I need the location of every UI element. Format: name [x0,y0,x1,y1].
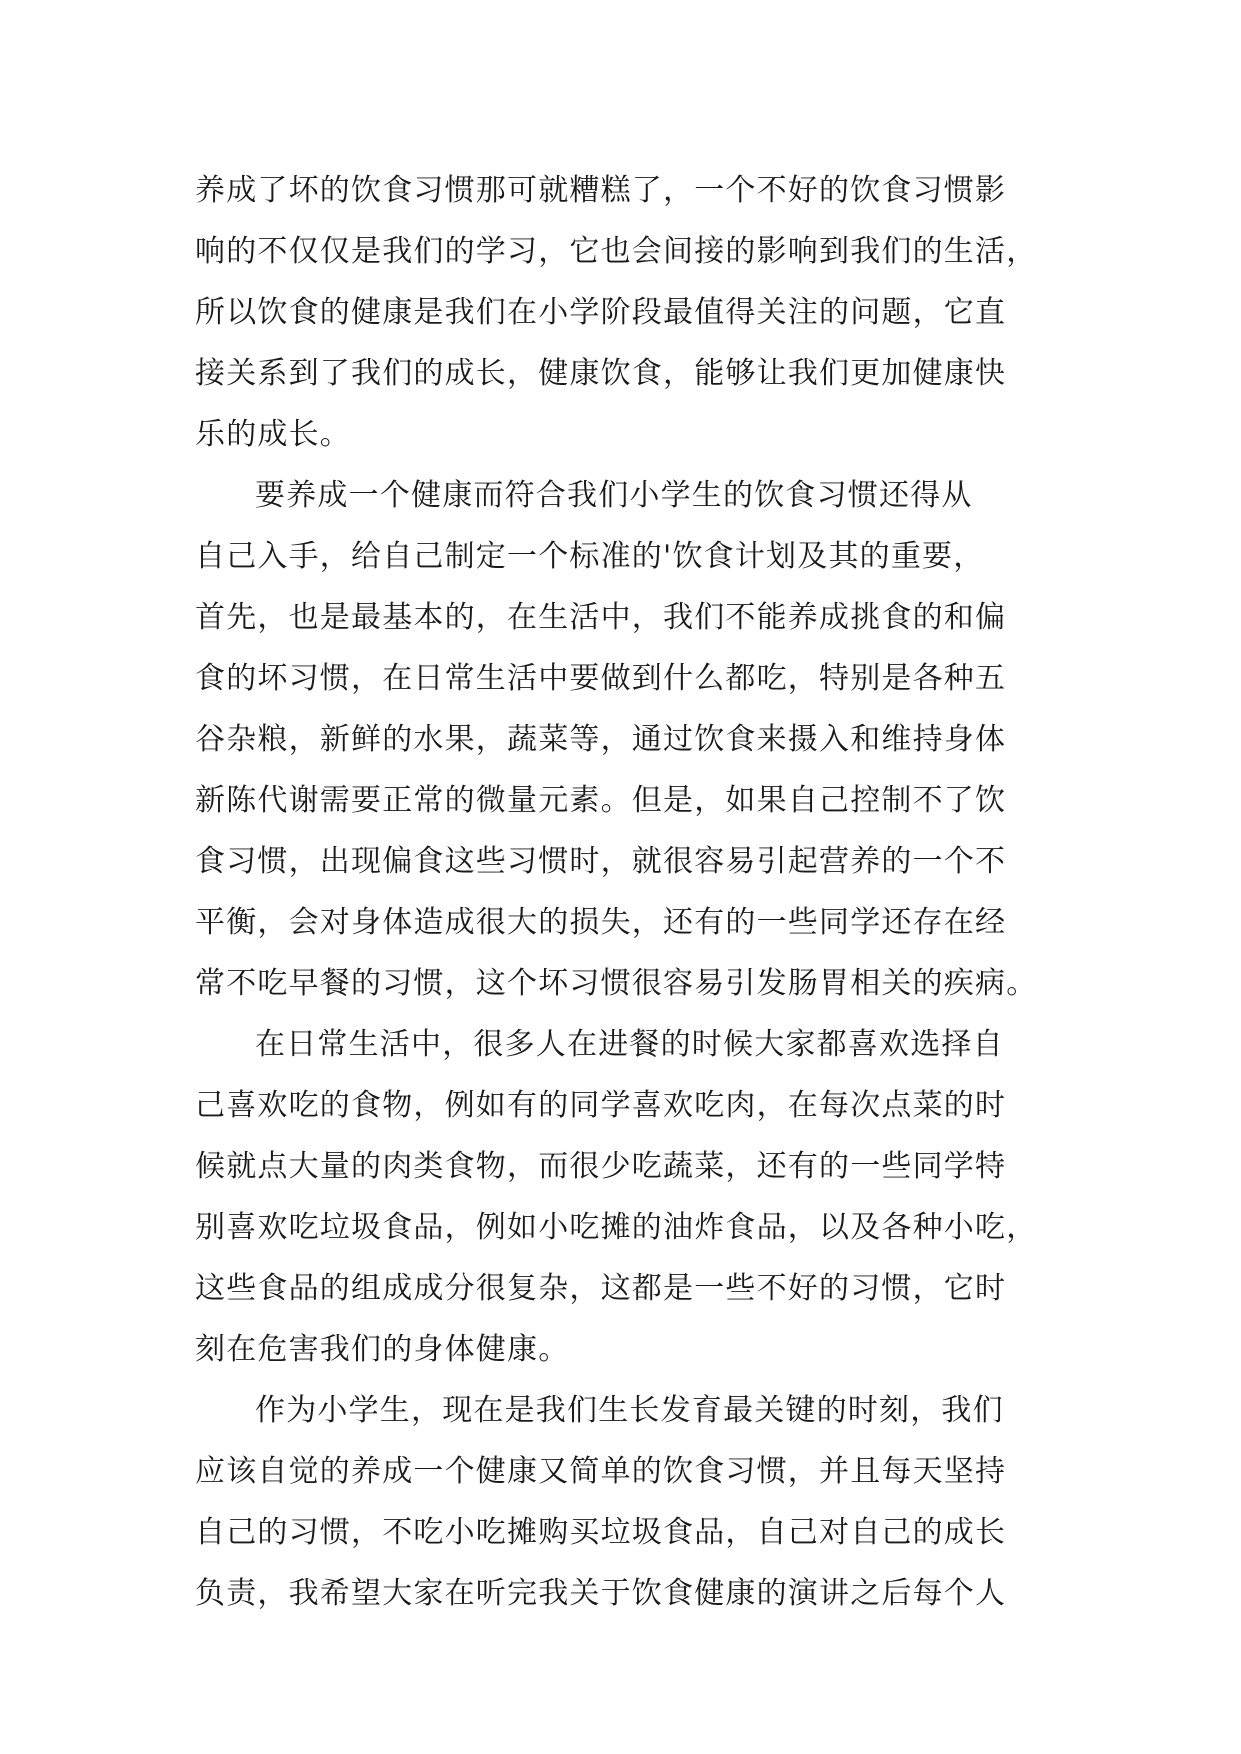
text-line: 食习惯，出现偏食这些习惯时，就很容易引起营养的一个不 [195,844,1007,879]
text-line: 刻在危害我们的身体健康。 [195,1332,570,1367]
text-line: 应该自觉的养成一个健康又简单的饮食习惯，并且每天坚持 [195,1454,1007,1489]
text-line: 所以饮食的健康是我们在小学阶段最值得关注的问题，它直 [195,295,1007,330]
text-line: 食的坏习惯，在日常生活中要做到什么都吃，特别是各种五 [195,661,1007,696]
paragraph [195,1380,1095,1624]
text-line: 谷杂粮，新鲜的水果，蔬菜等，通过饮食来摄入和维持身体 [195,722,1007,757]
paragraph [195,465,1095,1014]
text-line: 自己入手，给自己制定一个标准的'饮食计划及其的重要， [195,539,985,574]
text-line: 新陈代谢需要正常的微量元素。但是，如果自己控制不了饮 [195,783,1007,818]
text-line: 作为小学生，现在是我们生长发育最关键的时刻，我们 [255,1393,1004,1428]
text-line: 乐的成长。 [195,417,351,452]
text-line: 首先，也是最基本的，在生活中，我们不能养成挑食的和偏 [195,600,1007,635]
body-text [195,160,1095,1624]
text-line: 己喜欢吃的食物，例如有的同学喜欢吃肉，在每次点菜的时 [195,1088,1007,1123]
text-line: 常不吃早餐的习惯，这个坏习惯很容易引发肠胃相关的疾病。 [195,966,1038,1001]
text-line: 别喜欢吃垃圾食品，例如小吃摊的油炸食品，以及各种小吃， [195,1210,1038,1245]
text-line: 负责，我希望大家在听完我关于饮食健康的演讲之后每个人 [195,1576,1007,1611]
text-line: 候就点大量的肉类食物，而很少吃蔬菜，还有的一些同学特 [195,1149,1007,1184]
text-line: 在日常生活中，很多人在进餐的时候大家都喜欢选择自 [255,1027,1004,1062]
text-line: 响的不仅仅是我们的学习，它也会间接的影响到我们的生活， [195,234,1038,269]
text-line: 养成了坏的饮食习惯那可就糟糕了，一个不好的饮食习惯影 [195,173,1007,208]
text-line: 接关系到了我们的成长，健康饮食，能够让我们更加健康快 [195,356,1007,391]
text-line: 要养成一个健康而符合我们小学生的饮食习惯还得从 [255,478,973,513]
text-line: 自己的习惯，不吃小吃摊购买垃圾食品，自己对自己的成长 [195,1515,1007,1550]
paragraph [195,1014,1095,1380]
text-line: 平衡，会对身体造成很大的损失，还有的一些同学还存在经 [195,905,1007,940]
paragraph [195,160,1095,465]
text-line: 这些食品的组成成分很复杂，这都是一些不好的习惯，它时 [195,1271,1007,1306]
